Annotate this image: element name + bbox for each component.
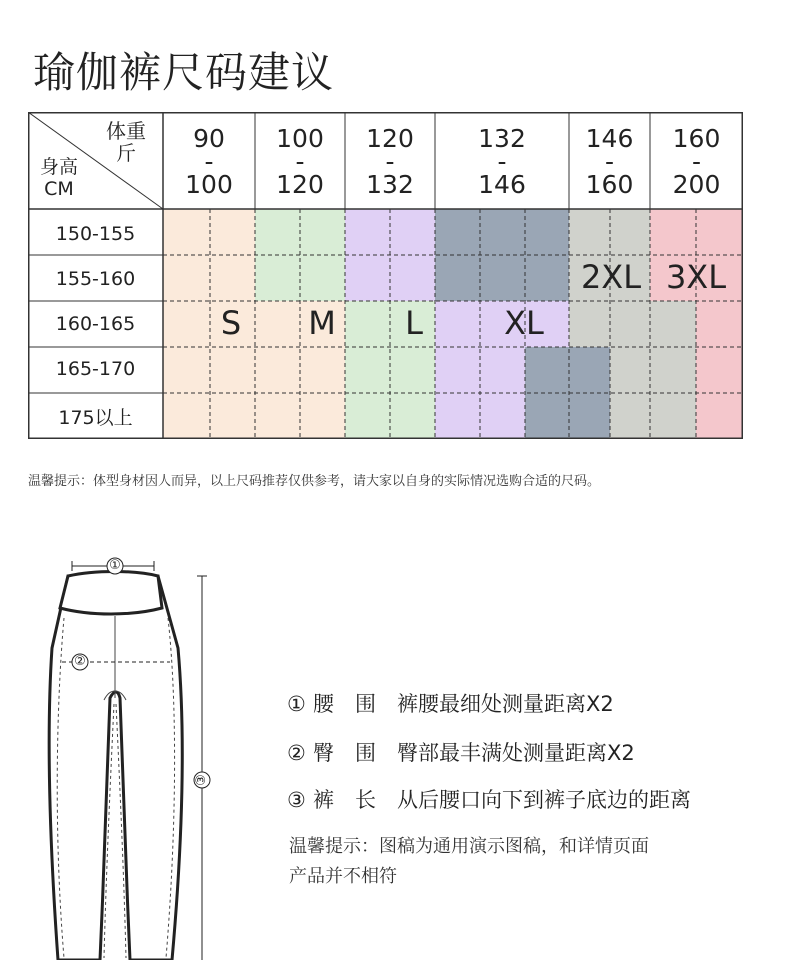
corner-weight-label — [100, 120, 152, 164]
weight-header-4: 132 - 146 — [478, 124, 526, 199]
corner-height-line2: CM — [44, 178, 74, 200]
leggings-illustration — [40, 548, 240, 960]
measurement-num: ② — [287, 741, 306, 765]
sizing-note: 温馨提示：体型身材因人而异，以上尺码推荐仅供参考，请大家以自身的实际情况选购合适的尺码。 — [28, 474, 601, 489]
page-title: 瑜伽裤尺码建议 — [33, 48, 335, 97]
waist-marker: ① — [109, 558, 121, 573]
band-s — [163, 209, 255, 439]
leggings-diagram — [40, 548, 240, 964]
size-label-xl: XL — [504, 304, 544, 342]
diagram-tip-line2: 产品并不相符 — [289, 866, 397, 887]
band-3xl-lower — [696, 301, 743, 439]
size-label-s: S — [220, 304, 242, 342]
weight-header-3: 120 - 132 — [366, 124, 414, 199]
size-label-2xl: 2XL — [580, 258, 642, 296]
measurement-num: ③ — [287, 788, 306, 812]
band-2xl-mid — [569, 301, 610, 347]
measurement-num: ① — [287, 692, 306, 716]
diagram-tip — [289, 832, 709, 892]
measurement-hip — [287, 737, 635, 767]
corner-height-line1: 身高 — [39, 156, 78, 178]
weight-header-2: 100 - 120 — [276, 124, 324, 199]
band-xl-right — [569, 347, 610, 439]
corner-weight-line1: 体重 — [106, 119, 146, 143]
diagram-tip-line1: 温馨提示：图稿为通用演示图稿，和详情页面 — [289, 836, 649, 857]
size-label-l: L — [405, 304, 423, 342]
height-label-3: 160-165 — [55, 313, 136, 335]
weight-header-1: 90 - 100 — [185, 124, 233, 199]
corner-height-label — [34, 156, 84, 200]
size-table — [28, 112, 743, 439]
height-label-4: 165-170 — [55, 358, 136, 380]
measurement-waist — [287, 688, 614, 718]
measurement-name: 裤 长 — [313, 788, 376, 812]
height-label-2: 155-160 — [55, 268, 136, 290]
measurement-name: 腰 围 — [313, 692, 376, 716]
weight-header-5: 146 - 160 — [585, 124, 634, 199]
measurement-desc: 裤腰最细处测量距离X2 — [397, 692, 614, 716]
corner-weight-line2: 斤 — [116, 141, 136, 165]
measurement-name: 臀 围 — [313, 741, 376, 765]
size-label-m: M — [308, 304, 336, 342]
hip-marker: ② — [74, 654, 86, 669]
measurement-desc: 臀部最丰满处测量距离X2 — [397, 741, 635, 765]
weight-header-6: 160 - 200 — [672, 124, 721, 199]
measurement-desc: 从后腰口向下到裤子底边的距离 — [397, 788, 691, 812]
measurement-length — [287, 784, 691, 814]
size-label-3xl: 3XL — [665, 258, 727, 296]
length-marker: ③ — [194, 774, 209, 786]
height-label-1: 150-155 — [55, 223, 136, 245]
band-2xl-lower — [610, 301, 696, 439]
height-label-5: 175以上 — [58, 407, 133, 429]
